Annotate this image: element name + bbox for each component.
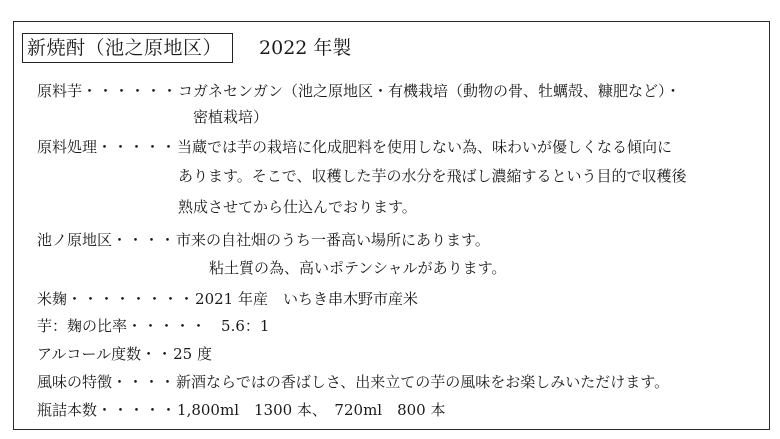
spec-alcohol: [37, 344, 212, 364]
spec-label: 米麹: [37, 290, 68, 308]
leader-dots: ・・・・・: [127, 317, 208, 335]
spec-raw-potato: [37, 81, 681, 101]
leader-dots: ・・・・・: [97, 401, 178, 419]
spec-value: 市来の自社畑のうち一番高い場所にあります。: [176, 231, 490, 249]
spec-processing-cont-1: あります。そこで、収穫した芋の水分を飛ばし濃縮するという目的で収穫後: [178, 167, 687, 185]
production-year: 2022 年製: [259, 37, 352, 59]
spec-bottles: [37, 400, 446, 420]
spec-label: 瓶詰本数: [37, 401, 98, 419]
spec-label: 原料処理: [37, 138, 98, 156]
spec-processing-cont-2: 熟成させてから仕込んでおります。: [178, 198, 417, 216]
spec-value: 新酒ならではの香ばしさ、出来立ての芋の風味をお楽しみいただけます。: [176, 373, 670, 391]
spec-value: 5.6：1: [221, 317, 270, 335]
leader-dots: ・・・・・: [97, 138, 178, 156]
leader-dots: ・・・・: [112, 231, 177, 249]
spec-label: 風味の特徴: [37, 373, 113, 391]
spec-ratio: [37, 316, 269, 336]
spec-label: 池ノ原地区: [37, 231, 113, 249]
spec-label: 芋：麹の比率: [37, 317, 128, 335]
spec-label: 原料芋: [37, 82, 83, 100]
spec-flavor: [37, 372, 669, 392]
leader-dots: ・・・・・・・・: [67, 290, 196, 308]
spec-area: [37, 230, 490, 250]
leader-dots: ・・・・・・: [82, 82, 179, 100]
product-title: 新焼酎（池之原地区）: [22, 33, 233, 63]
spec-label: アルコール度数: [37, 345, 142, 363]
leader-dots: ・・・・: [112, 373, 177, 391]
spec-value: 当蔵では芋の栽培に化成肥料を使用しない為、味わいが優しくなる傾向に: [177, 138, 673, 156]
spec-value: コガネセンガン（池之原地区・有機栽培（動物の骨、牡蠣殻、糠肥など）・: [178, 82, 681, 100]
spec-area-cont: 粘土質の為、高いポテンシャルがあります。: [209, 259, 507, 277]
leader-dots: ・・: [141, 345, 174, 363]
spec-value: 1,800ml 1300 本、 720ml 800 本: [177, 401, 446, 419]
spec-value: 25 度: [173, 345, 212, 363]
spec-raw-potato-cont: 密植栽培）: [193, 108, 269, 126]
spec-processing: [37, 137, 672, 157]
title-row: [22, 33, 351, 63]
spec-value: 2021 年産 いちき串木野市産米: [195, 290, 418, 308]
spec-rice-koji: [37, 289, 418, 309]
